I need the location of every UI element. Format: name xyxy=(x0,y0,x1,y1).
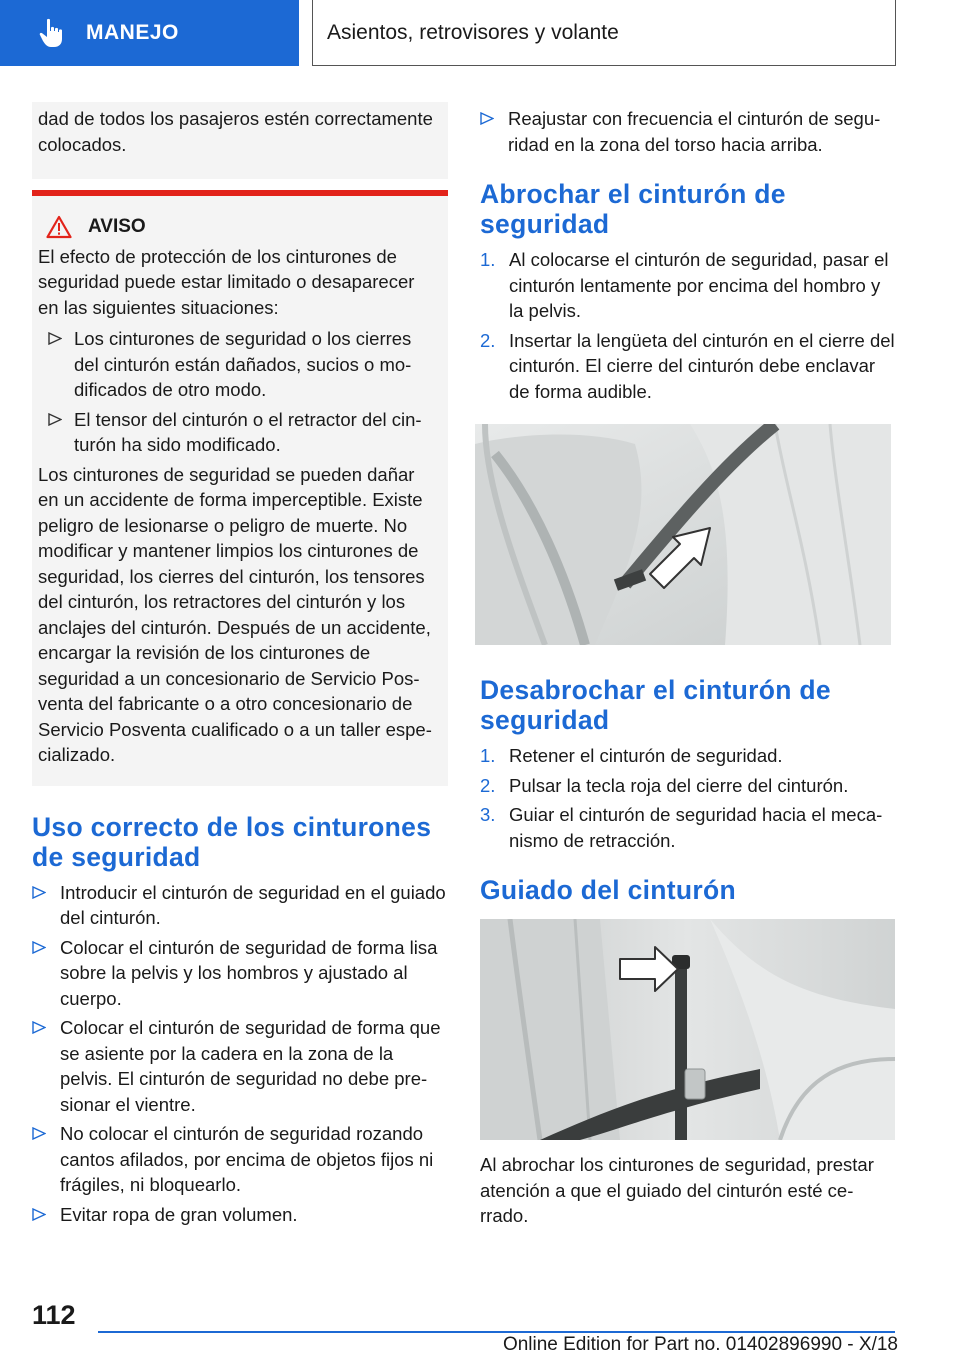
left-column xyxy=(32,102,448,1231)
step-item: 2. Insertar la lengüeta del cinturón en el cierre del cinturón. El cierre del cinturón debe enclavar de forma audible. xyxy=(480,329,895,402)
list-item: Los cinturones de seguridad o los cierres del cinturón están dañados, sucios o modificados de otro modo. xyxy=(38,326,440,403)
triangle-bullet-icon xyxy=(32,1021,46,1034)
chapter-header xyxy=(312,0,896,66)
seatbelt-buckle-photo xyxy=(475,424,891,645)
list-item: Evitar ropa de gran volumen. xyxy=(32,1202,448,1228)
section-heading-desabrochar: Desabrochar el cinturón de seguridad xyxy=(480,675,831,735)
footer-divider xyxy=(98,1331,895,1333)
warning-title xyxy=(46,214,440,240)
triangle-bullet-icon xyxy=(32,1127,46,1140)
triangle-bullet-icon xyxy=(32,886,46,899)
intro-text: dad de todos los pasajeros estén correctamente colocados. xyxy=(38,108,433,155)
warning-intro: El efecto de protección de los cinturones de seguridad puede estar limitado o desaparecer en las siguientes situaciones: xyxy=(38,245,415,318)
guiado-text: Al abrochar los cinturones de seguridad, prestar atención a que el guiado del cinturón esté cerrado. xyxy=(480,1154,874,1226)
warning-triangle-icon xyxy=(46,215,72,239)
triangle-bullet-icon xyxy=(48,413,62,426)
section-heading-guiado: Guiado del cinturón xyxy=(480,875,736,905)
desabrochar-steps xyxy=(480,743,895,853)
section-tab xyxy=(0,0,299,66)
section-heading-uso: Uso correcto de los cinturones de seguridad xyxy=(32,811,432,872)
belt-guide-illustration xyxy=(480,919,895,1140)
uso-list xyxy=(32,880,448,1228)
top-list xyxy=(480,106,895,157)
triangle-bullet-icon xyxy=(32,941,46,954)
list-item: Colocar el cinturón de seguridad de forma lisa sobre la pelvis y los hombros y ajustado al cuerpo. xyxy=(32,935,448,1012)
step-item: 1. Al colocarse el cinturón de seguridad, pasar el cinturón lentamente por encima del hombro y la pelvis. xyxy=(480,249,889,321)
step-item: 1. Retener el cinturón de seguridad. xyxy=(480,745,783,766)
page-number: 112 xyxy=(32,1300,76,1330)
list-item: El tensor del cinturón o el retractor del cinturón ha sido modificado. xyxy=(38,407,440,458)
hand-pointer-icon xyxy=(36,16,70,50)
chapter-title: Asientos, retrovisores y volante xyxy=(327,20,619,44)
list-item: Reajustar con frecuencia el cinturón de seguridad en la zona del torso hacia arriba. xyxy=(480,106,895,157)
section-heading-abrochar: Abrochar el cinturón de seguridad xyxy=(480,179,786,239)
right-column xyxy=(480,102,895,1229)
triangle-bullet-icon xyxy=(48,332,62,345)
triangle-bullet-icon xyxy=(480,112,494,125)
abrochar-steps xyxy=(480,247,895,404)
list-item: Colocar el cinturón de seguridad de forma que se asiente por la cadera en la zona de la pelvis. El cinturón de seguridad no debe presionar el vientre. xyxy=(32,1015,448,1117)
warning-label: AVISO xyxy=(88,216,146,237)
intro-box xyxy=(32,102,448,179)
triangle-bullet-icon xyxy=(32,1208,46,1221)
step-item: 2. Pulsar la tecla roja del cierre del cinturón. xyxy=(480,774,849,796)
section-label: MANEJO xyxy=(86,21,179,44)
footer-edition: Online Edition for Part no. 01402896990 - X/18 xyxy=(502,1334,898,1355)
buckle-illustration xyxy=(475,424,891,645)
list-item: No colocar el cinturón de seguridad rozando cantos afilados, por encima de objetos fijos ni frágiles, ni bloquearlo. xyxy=(32,1121,448,1198)
belt-guide-photo xyxy=(480,919,895,1140)
warning-body: Los cinturones de seguridad se pueden dañar en un accidente de forma imperceptible. Existe peligro de lesionarse o peligro de muerte. No modificar y mantener limpios los cinturones de seguridad, los cierres del cinturón, los tensores del cinturón, los retractores del cinturón y los anclajes del cinturón. Después de un accidente, encargar la revisión de los cinturones de seguridad a un concesionario de Servicio Posventa del fabricante o a otro concesionario de Servicio Posventa cualificado o a un taller especializado. xyxy=(38,463,432,765)
warning-list xyxy=(38,326,440,458)
step-item: 3. Guiar el cinturón de seguridad hacia el mecanismo de retracción. xyxy=(480,804,883,851)
warning-box xyxy=(32,196,448,786)
list-item: Introducir el cinturón de seguridad en el guiado del cinturón. xyxy=(32,880,448,931)
